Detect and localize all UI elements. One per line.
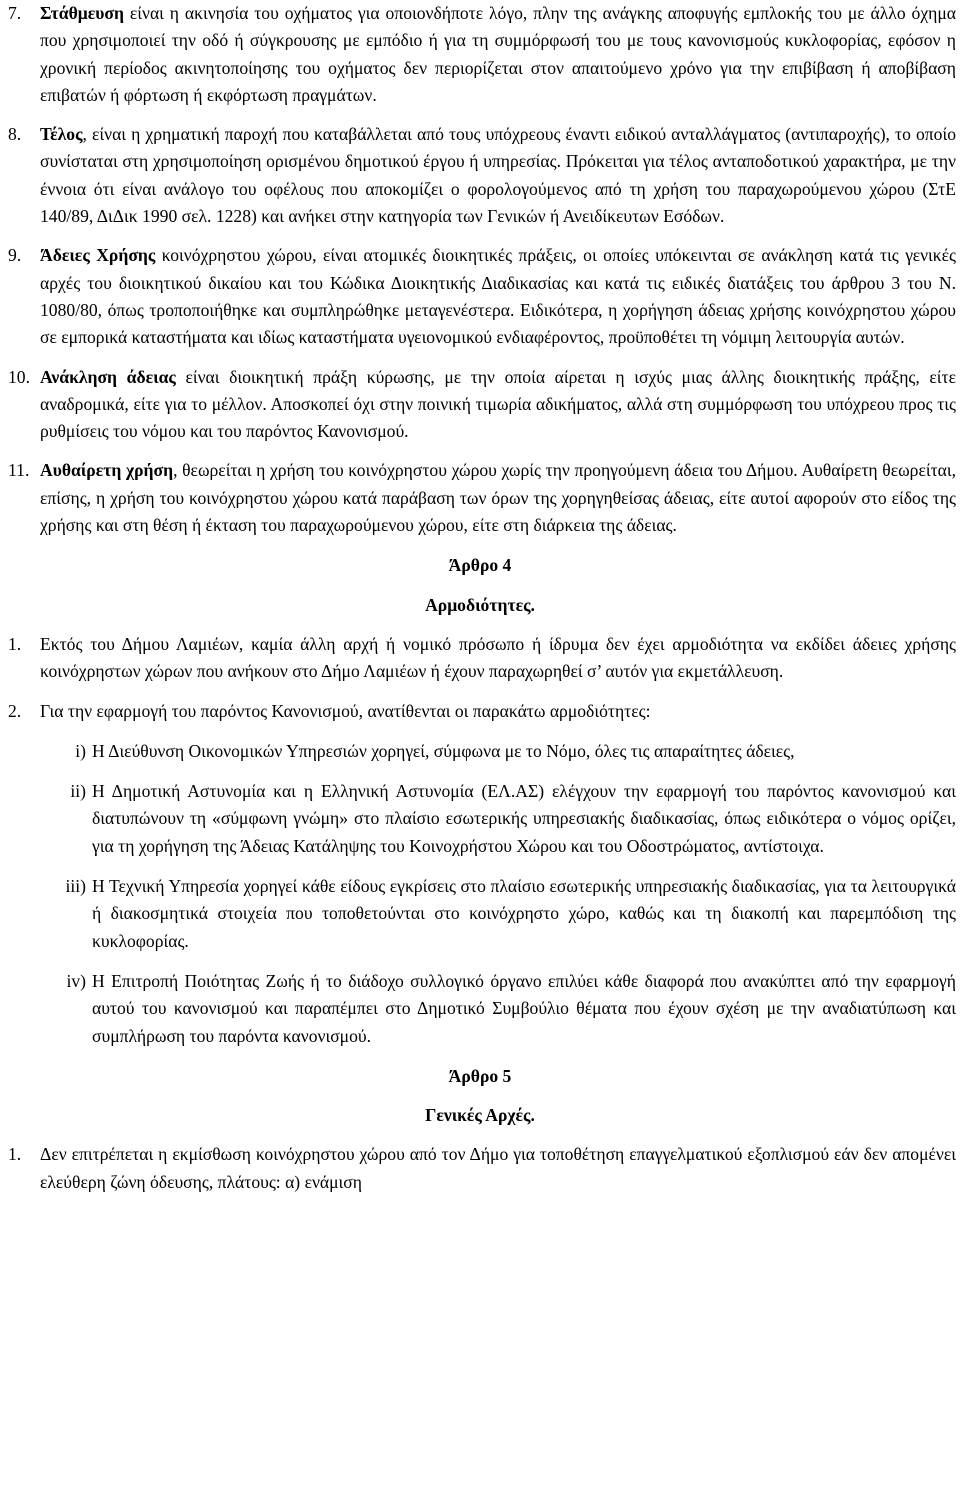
item-number: 1. — [8, 633, 22, 654]
definition-9 — [4, 242, 956, 351]
item-number: 8. — [8, 124, 22, 145]
definition-text: είναι διοικητική πράξη κύρωσης, με την οποία αίρεται η ισχύς μιας άλλης διοικητικής πράξης, είτε αναδρομικά, είτε για το μέλλον. Αποσκοπεί όχι στην ποινική τιμωρία αδικήματος, αλλά στη συμμόρφωση του υπόχρεου προς τις ρυθμίσεις του νόμου και του παρόντος Κανονισμού. — [40, 366, 956, 442]
article-4-heading: Άρθρο 4 — [448, 555, 512, 576]
subitem-number: i) — [75, 740, 86, 761]
item-number: 7. — [8, 3, 22, 23]
item-text: Εκτός του Δήμου Λαμιέων, καμία άλλη αρχή ή νομικό πρόσωπο ή ίδρυμα δεν έχει αρμοδιότητα να εκδίδει άδειες χρήσης κοινόχρηστων χώρων που ανήκουν στο Δήμο Λαμιέων ή έχουν παραχωρηθεί σ’ αυτόν για εκμετάλλευση. — [40, 633, 956, 682]
article-4-item-2 — [4, 698, 956, 725]
item-number: 9. — [8, 245, 22, 266]
item-number: 2. — [8, 700, 22, 721]
definition-text: , θεωρείται η χρήση του κοινόχρηστου χώρου χωρίς την προηγούμενη άδεια του Δήμου. Αυθαίρετη θεωρείται, επίσης, η χρήση του κοινόχρηστου χώρου κατά παράβαση των όρων της χορηγηθείσας άδειας, είτε αυτοί αφορούν στο είδος της χρήσης και στη θέση ή έκταση του παραχωρούμενου χώρου, είτε στη διάρκεια της άδειας. — [40, 460, 956, 536]
term-label: Αυθαίρετη χρήση — [40, 460, 174, 481]
definition-7 — [4, 0, 956, 109]
term-label: Τέλος — [40, 124, 83, 145]
subitem-number: iii) — [65, 876, 86, 897]
article-5-heading: Άρθρο 5 — [448, 1065, 512, 1086]
definition-8 — [4, 121, 956, 230]
item-number: 10. — [8, 366, 30, 387]
subitem-number: iv) — [66, 970, 86, 991]
definition-11 — [4, 457, 956, 539]
item-number: 11. — [8, 460, 30, 481]
term-label: Άδειες Χρήσης — [40, 245, 156, 266]
term-label: Ανάκληση άδειας — [40, 366, 176, 387]
subitem-number: ii) — [70, 781, 86, 802]
article-4-subitem-iii — [4, 873, 956, 955]
article-4-title: Αρμοδιότητες. — [425, 594, 535, 615]
subitem-text: Η Δημοτική Αστυνομία και η Ελληνική Αστυνομία (ΕΛ.ΑΣ) ελέγχουν την εφαρμογή του παρόντος κανονισμού και διατυπώνουν τη «σύμφωνη γνώμη» στο πλαίσιο εσωτερικής υπηρεσιακής διαδικασίας, όπως ειδικότερα ο νόμος ορίζει, για τη χορήγηση της Άδειας Κατάληψης του Κοινοχρήστου Χώρου και του Οδοστρώματος, αντίστοιχα. — [92, 781, 956, 856]
item-text: Δεν επιτρέπεται η εκμίσθωση κοινόχρηστου χώρου από τον Δήμο για τοποθέτηση επαγγελματικού εξοπλισμού εάν δεν απομένει ελεύθερη ζώνη όδευσης, πλάτους: α) ενάμιση — [40, 1144, 956, 1192]
subitem-text: Η Τεχνική Υπηρεσία χορηγεί κάθε είδους εγκρίσεις στο πλαίσιο εσωτερικής υπηρεσιακής διαδικασίας, για τα λειτουργικά ή διακοσμητικά στοιχεία που τοποθετούνται στο κοινόχρηστο χώρο, καθώς και τη διακοπή και παρεμπόδιση της κυκλοφορίας. — [92, 876, 956, 951]
definition-text: είναι η ακινησία του οχήματος για οποιονδήποτε λόγο, πλην της ανάγκης αποφυγής εμπλοκής του με άλλο όχημα που χρησιμοποιεί την οδό ή σύγκρουσης με εμπόδιο ή για τη συμμόρφωσή του με τους κανονισμούς κυκλοφορίας, εφόσον η χρονική περίοδος ακινητοποίησης του οχήματος δεν περιορίζεται στον απαιτούμενο χρόνο για την επιβίβαση ή αποβίβαση επιβατών ή φόρτωση ή εκφόρτωση πραγμάτων. — [40, 3, 956, 105]
item-text: Για την εφαρμογή του παρόντος Κανονισμού, ανατίθενται οι παρακάτω αρμοδιότητες: — [40, 700, 651, 721]
definition-text: , είναι η χρηματική παροχή που καταβάλλεται από τους υπόχρεους έναντι ειδικού ανταλλάγματος (αντιπαροχής), το οποίο συνίσταται στη χρησιμοποίηση ορισμένου δημοτικού έργου ή υπηρεσίας. Πρόκειται για τέλος ανταποδοτικού χαρακτήρα, με την έννοια ότι είναι ανάλογο του οφέλους που αποκομίζει ο φορολογούμενος από τη χρήση του παραχωρούμενου χώρου (ΣτΕ 140/89, ΔιΔικ 1990 σελ. 1228) και ανήκει στην κατηγορία των Γενικών ή Ανειδίκευτων Εσόδων. — [40, 124, 956, 227]
article-4-item-1 — [4, 631, 956, 686]
definition-10 — [4, 364, 956, 446]
term-label: Στάθμευση — [40, 3, 124, 23]
article-5-title: Γενικές Αρχές. — [425, 1105, 535, 1126]
subitem-text: Η Επιτροπή Ποιότητας Ζωής ή το διάδοχο συλλογικό όργανο επιλύει κάθε διαφορά που ανακύπτει από την εφαρμογή αυτού του κανονισμού και παραπέμπει στο Δημοτικό Συμβούλιο θέματα που έχουν σχέση με την αναδιατύπωση και συμπλήρωση του παρόντα κανονισμού. — [92, 970, 956, 1046]
article-4-subitem-ii — [4, 778, 956, 860]
definition-text: κοινόχρηστου χώρου, είναι ατομικές διοικητικές πράξεις, οι οποίες υπόκεινται σε ανάκληση κατά τις γενικές αρχές του διοικητικού δικαίου και του Κώδικα Διοικητικής Διαδικασίας και κατά τις ειδικές διατάξεις του άρθρου 3 του Ν. 1080/80, όπως τροποποιήθηκε και συμπληρώθηκε μεταγενέστερα. Ειδικότερα, η χορήγηση άδειας χρήσης κοινόχρηστου χώρου σε εμπορικά καταστήματα και ιδίως καταστήματα υγειονομικού ενδιαφέροντος, προϋποθέτει τη νόμιμη λειτουργία αυτών. — [40, 245, 956, 348]
article-5-item-1 — [4, 1141, 956, 1196]
item-number: 1. — [8, 1144, 22, 1165]
article-4-subitem-i — [4, 738, 956, 765]
subitem-text: Η Διεύθυνση Οικονομικών Υπηρεσιών χορηγεί, σύμφωνα με το Νόμο, όλες τις απαραίτητες άδειες, — [92, 740, 795, 761]
article-4-subitem-iv — [4, 968, 956, 1050]
